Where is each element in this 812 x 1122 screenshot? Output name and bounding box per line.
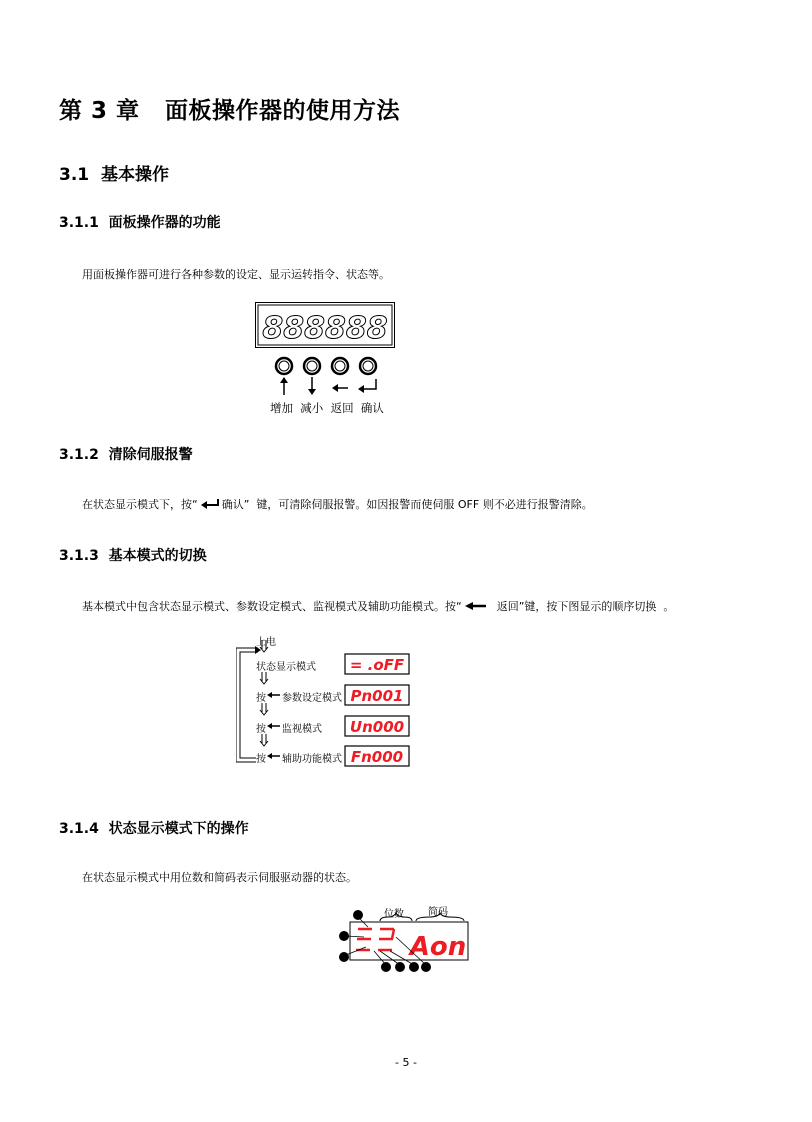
panel-keys — [266, 355, 386, 397]
mode-switch-diagram — [236, 634, 414, 780]
mode-status-label: 状态显示模式 — [256, 662, 316, 673]
paragraph-3-1-3-part2: 返回”键，按下图显示的顺序切换 。 — [489, 600, 675, 613]
small-left-arrow-icon — [267, 692, 280, 759]
status-code-text: Aon — [409, 932, 467, 962]
led-display-monitor — [345, 716, 409, 736]
back-key[interactable] — [332, 358, 348, 374]
panel-segment-digits: 888888 — [262, 311, 388, 346]
section-title-3-1: 3.1 基本操作 — [59, 165, 169, 185]
enter-arrow-icon — [199, 498, 221, 510]
enter-arrow-icon — [358, 379, 376, 393]
section-title-3-1-1: 3.1.1 面板操作器的功能 — [59, 215, 221, 231]
svg-text:Un000: Un000 — [349, 718, 405, 736]
led-display-aux — [345, 746, 409, 766]
paragraph-3-1-3 — [82, 598, 674, 614]
power-on-label: 上电 — [256, 637, 276, 648]
status-display-figure — [336, 903, 474, 979]
led-display-param — [345, 685, 409, 705]
left-arrow-icon — [464, 601, 488, 611]
page-number: - 5 - — [395, 1056, 417, 1069]
code-label: 简码 — [428, 907, 448, 918]
arrow-left-icon — [332, 384, 348, 392]
led-display-status — [345, 654, 409, 674]
enter-key[interactable] — [360, 358, 376, 374]
press-label: 按 — [256, 724, 266, 735]
svg-text:Pn001: Pn001 — [350, 687, 404, 705]
down-key[interactable] — [304, 358, 320, 374]
panel-display-figure — [255, 302, 395, 348]
arrow-down-icon — [308, 377, 316, 395]
press-label: 按 — [256, 754, 266, 765]
paragraph-3-1-2 — [82, 496, 593, 512]
arrow-up-icon — [280, 377, 288, 395]
section-title-3-1-2: 3.1.2 清除伺服报警 — [59, 447, 193, 463]
up-key[interactable] — [276, 358, 292, 374]
paragraph-3-1-4: 在状态显示模式中用位数和简码表示伺服驱动器的状态。 — [82, 871, 357, 884]
svg-text:= .oFF: = .oFF — [349, 656, 405, 674]
paragraph-3-1-1: 用面板操作器可进行各种参数的设定、显示运转指令、状态等。 — [82, 268, 390, 281]
mode-param-label: 参数设定模式 — [282, 693, 342, 704]
digits-label: 位数 — [384, 909, 404, 920]
panel-key-labels: 增加 减小 返回 确认 — [270, 401, 384, 415]
section-title-3-1-3: 3.1.3 基本模式的切换 — [59, 548, 207, 564]
mode-aux-label: 辅助功能模式 — [282, 754, 342, 765]
paragraph-3-1-2-part1: 在状态显示模式下，按“ — [82, 498, 198, 511]
panel-display-svg — [255, 302, 395, 348]
paragraph-3-1-3-part1: 基本模式中包含状态显示模式、参数设定模式、监视模式及辅助功能模式。按“ — [82, 600, 462, 613]
svg-text:Fn000: Fn000 — [350, 748, 404, 766]
chapter-title: 第 3 章 面板操作器的使用方法 — [59, 98, 401, 124]
mode-monitor-label: 监视模式 — [282, 724, 322, 735]
section-title-3-1-4: 3.1.4 状态显示模式下的操作 — [59, 821, 249, 837]
paragraph-3-1-2-part2: 确认” 键，可清除伺服报警。如因报警而使伺服 OFF 则不必进行报警清除。 — [221, 498, 593, 511]
press-label: 按 — [256, 693, 266, 704]
